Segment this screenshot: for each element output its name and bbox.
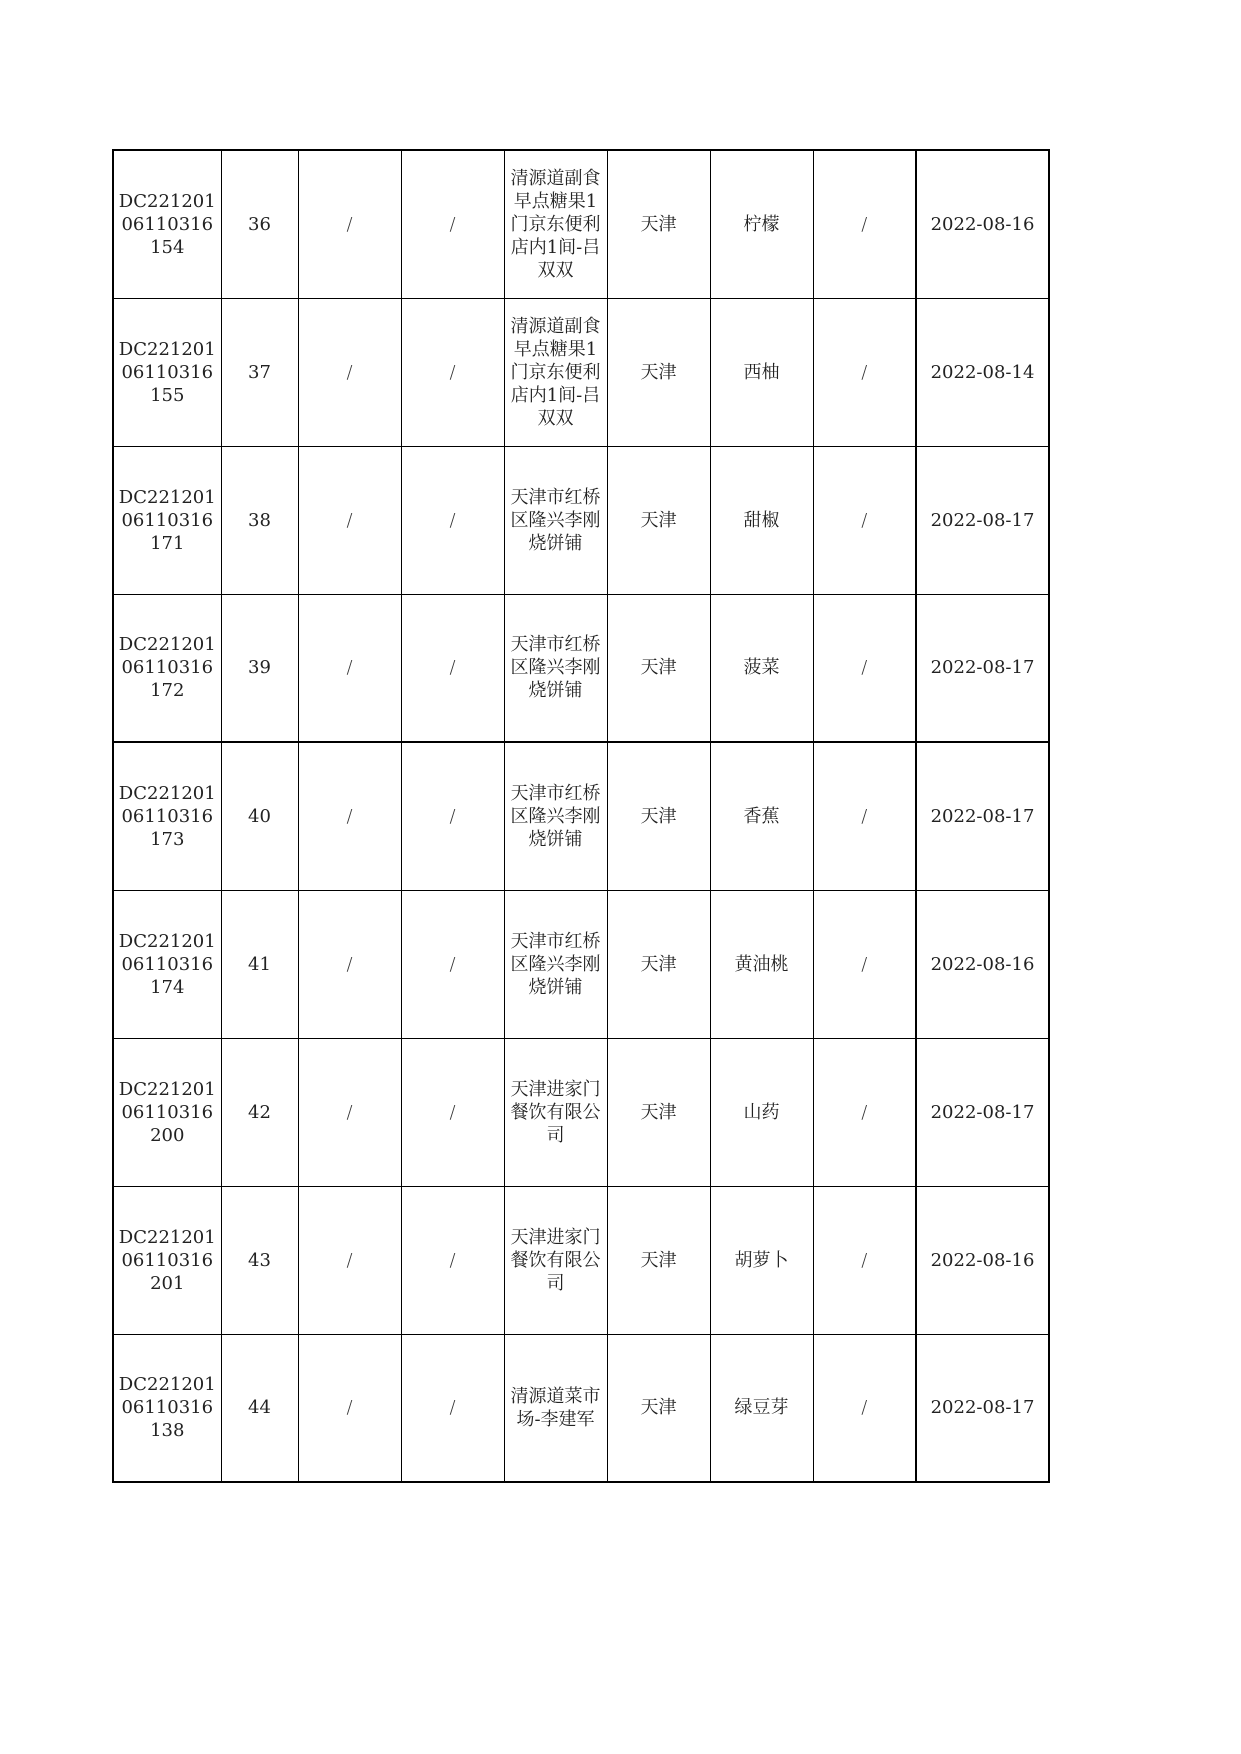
table-row bbox=[113, 150, 1049, 298]
food-name-cell: 山药 bbox=[710, 1038, 813, 1186]
food-name-cell: 绿豆芽 bbox=[710, 1334, 813, 1482]
table-row bbox=[113, 1186, 1049, 1334]
row-number-cell: 41 bbox=[221, 890, 298, 1038]
empty-field-cell: / bbox=[401, 1334, 504, 1482]
sampled-unit-cell: 天津市红桥区隆兴李刚烧饼铺 bbox=[504, 446, 607, 594]
location-cell: 天津 bbox=[607, 1038, 710, 1186]
date-cell: 2022-08-17 bbox=[916, 1038, 1049, 1186]
empty-field-cell: / bbox=[298, 1334, 401, 1482]
date-cell: 2022-08-16 bbox=[916, 1186, 1049, 1334]
date-cell: 2022-08-16 bbox=[916, 890, 1049, 1038]
food-name-cell: 菠菜 bbox=[710, 594, 813, 742]
location-cell: 天津 bbox=[607, 594, 710, 742]
sample-code-cell: DC22120106110316154 bbox=[113, 150, 221, 298]
row-number-cell: 40 bbox=[221, 742, 298, 890]
sampled-unit-cell: 清源道菜市场-李建军 bbox=[504, 1334, 607, 1482]
sampled-unit-cell: 天津进家门餐饮有限公司 bbox=[504, 1038, 607, 1186]
empty-field-cell: / bbox=[401, 298, 504, 446]
sample-code-cell: DC22120106110316138 bbox=[113, 1334, 221, 1482]
table-row bbox=[113, 1334, 1049, 1482]
empty-field-cell: / bbox=[401, 1038, 504, 1186]
row-number-cell: 37 bbox=[221, 298, 298, 446]
sample-code-cell: DC22120106110316200 bbox=[113, 1038, 221, 1186]
empty-field-cell: / bbox=[401, 890, 504, 1038]
sample-code-cell: DC22120106110316201 bbox=[113, 1186, 221, 1334]
empty-field-cell: / bbox=[813, 742, 916, 890]
empty-field-cell: / bbox=[813, 1186, 916, 1334]
empty-field-cell: / bbox=[813, 1334, 916, 1482]
date-cell: 2022-08-16 bbox=[916, 150, 1049, 298]
empty-field-cell: / bbox=[401, 150, 504, 298]
empty-field-cell: / bbox=[298, 890, 401, 1038]
empty-field-cell: / bbox=[813, 594, 916, 742]
empty-field-cell: / bbox=[298, 594, 401, 742]
table-row bbox=[113, 890, 1049, 1038]
food-name-cell: 胡萝卜 bbox=[710, 1186, 813, 1334]
empty-field-cell: / bbox=[298, 150, 401, 298]
empty-field-cell: / bbox=[401, 742, 504, 890]
date-cell: 2022-08-17 bbox=[916, 446, 1049, 594]
food-name-cell: 甜椒 bbox=[710, 446, 813, 594]
table-body bbox=[113, 150, 1049, 1482]
empty-field-cell: / bbox=[298, 1038, 401, 1186]
sample-code-cell: DC22120106110316174 bbox=[113, 890, 221, 1038]
empty-field-cell: / bbox=[813, 1038, 916, 1186]
empty-field-cell: / bbox=[401, 594, 504, 742]
table-row bbox=[113, 298, 1049, 446]
location-cell: 天津 bbox=[607, 150, 710, 298]
row-number-cell: 38 bbox=[221, 446, 298, 594]
food-name-cell: 黄油桃 bbox=[710, 890, 813, 1038]
table-row bbox=[113, 594, 1049, 742]
empty-field-cell: / bbox=[813, 446, 916, 594]
sample-code-cell: DC22120106110316155 bbox=[113, 298, 221, 446]
empty-field-cell: / bbox=[298, 446, 401, 594]
sampled-unit-cell: 天津市红桥区隆兴李刚烧饼铺 bbox=[504, 594, 607, 742]
empty-field-cell: / bbox=[401, 1186, 504, 1334]
location-cell: 天津 bbox=[607, 742, 710, 890]
date-cell: 2022-08-14 bbox=[916, 298, 1049, 446]
table-row bbox=[113, 446, 1049, 594]
sample-code-cell: DC22120106110316171 bbox=[113, 446, 221, 594]
row-number-cell: 36 bbox=[221, 150, 298, 298]
food-name-cell: 西柚 bbox=[710, 298, 813, 446]
sampled-unit-cell: 天津市红桥区隆兴李刚烧饼铺 bbox=[504, 742, 607, 890]
row-number-cell: 42 bbox=[221, 1038, 298, 1186]
location-cell: 天津 bbox=[607, 890, 710, 1038]
table-row bbox=[113, 742, 1049, 890]
date-cell: 2022-08-17 bbox=[916, 594, 1049, 742]
sampled-unit-cell: 清源道副食早点糖果1门京东便利店内1间-吕双双 bbox=[504, 150, 607, 298]
empty-field-cell: / bbox=[298, 1186, 401, 1334]
empty-field-cell: / bbox=[813, 298, 916, 446]
empty-field-cell: / bbox=[298, 742, 401, 890]
location-cell: 天津 bbox=[607, 446, 710, 594]
empty-field-cell: / bbox=[401, 446, 504, 594]
table-row bbox=[113, 1038, 1049, 1186]
row-number-cell: 39 bbox=[221, 594, 298, 742]
empty-field-cell: / bbox=[813, 890, 916, 1038]
empty-field-cell: / bbox=[298, 298, 401, 446]
row-number-cell: 44 bbox=[221, 1334, 298, 1482]
location-cell: 天津 bbox=[607, 1186, 710, 1334]
sample-code-cell: DC22120106110316172 bbox=[113, 594, 221, 742]
empty-field-cell: / bbox=[813, 150, 916, 298]
sampled-unit-cell: 清源道副食早点糖果1门京东便利店内1间-吕双双 bbox=[504, 298, 607, 446]
data-table bbox=[112, 149, 1050, 1483]
location-cell: 天津 bbox=[607, 298, 710, 446]
food-name-cell: 柠檬 bbox=[710, 150, 813, 298]
sampled-unit-cell: 天津进家门餐饮有限公司 bbox=[504, 1186, 607, 1334]
date-cell: 2022-08-17 bbox=[916, 742, 1049, 890]
food-name-cell: 香蕉 bbox=[710, 742, 813, 890]
row-number-cell: 43 bbox=[221, 1186, 298, 1334]
sampled-unit-cell: 天津市红桥区隆兴李刚烧饼铺 bbox=[504, 890, 607, 1038]
location-cell: 天津 bbox=[607, 1334, 710, 1482]
sample-code-cell: DC22120106110316173 bbox=[113, 742, 221, 890]
date-cell: 2022-08-17 bbox=[916, 1334, 1049, 1482]
